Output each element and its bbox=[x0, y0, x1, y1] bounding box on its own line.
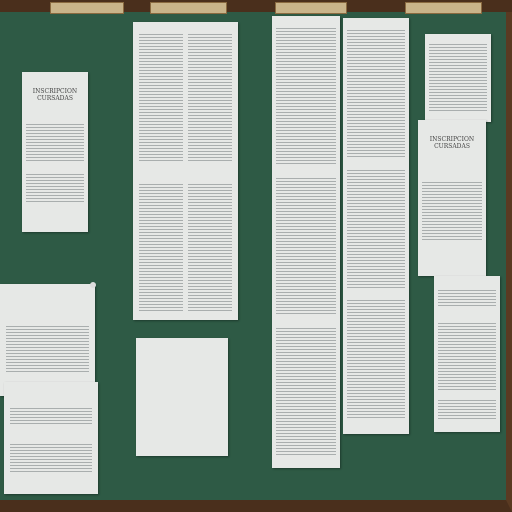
list-column bbox=[347, 28, 405, 158]
list-column bbox=[429, 42, 487, 112]
notice-bottom-left-text bbox=[10, 406, 93, 426]
list-tall bbox=[272, 16, 340, 468]
list-column bbox=[188, 182, 232, 312]
list-tall-2 bbox=[343, 18, 409, 434]
header-tag-3 bbox=[275, 2, 347, 14]
list-right-top bbox=[425, 34, 491, 122]
list-column bbox=[276, 326, 336, 456]
notice-bottom-left bbox=[4, 382, 98, 494]
notice-right-mid bbox=[418, 120, 486, 276]
notice-bottom-left-text-2 bbox=[10, 442, 93, 472]
notice-right-mid-text bbox=[422, 180, 482, 240]
notice-left-top-text bbox=[26, 122, 84, 162]
pushpin bbox=[90, 282, 96, 288]
list-column bbox=[276, 26, 336, 166]
header-tag-4 bbox=[405, 2, 482, 14]
notice-left-lower bbox=[0, 284, 95, 396]
notice-right-lower-text bbox=[438, 288, 496, 308]
list-column bbox=[347, 168, 405, 288]
notice-right-lower-text-2 bbox=[438, 321, 496, 391]
notice-right-lower-text-3 bbox=[438, 398, 496, 420]
notice-left-top-text-2 bbox=[26, 172, 84, 202]
list-column bbox=[347, 298, 405, 418]
notice-left-lower-text bbox=[6, 324, 90, 374]
handwritten-note bbox=[136, 338, 228, 456]
list-column bbox=[139, 32, 183, 162]
notice-left-top bbox=[22, 72, 88, 232]
notice-right-mid-title: INSCRIPCION CURSADAS bbox=[429, 136, 475, 150]
notice-left-top-title: INSCRIPCION CURSADAS bbox=[32, 88, 78, 102]
notice-right-lower bbox=[434, 276, 500, 432]
list-column bbox=[188, 32, 232, 162]
notice-left-lower-title bbox=[0, 304, 95, 308]
list-center-left bbox=[133, 22, 238, 320]
list-column bbox=[276, 176, 336, 316]
list-column bbox=[139, 182, 183, 312]
header-tag-2 bbox=[150, 2, 227, 14]
header-tag-1 bbox=[50, 2, 124, 14]
